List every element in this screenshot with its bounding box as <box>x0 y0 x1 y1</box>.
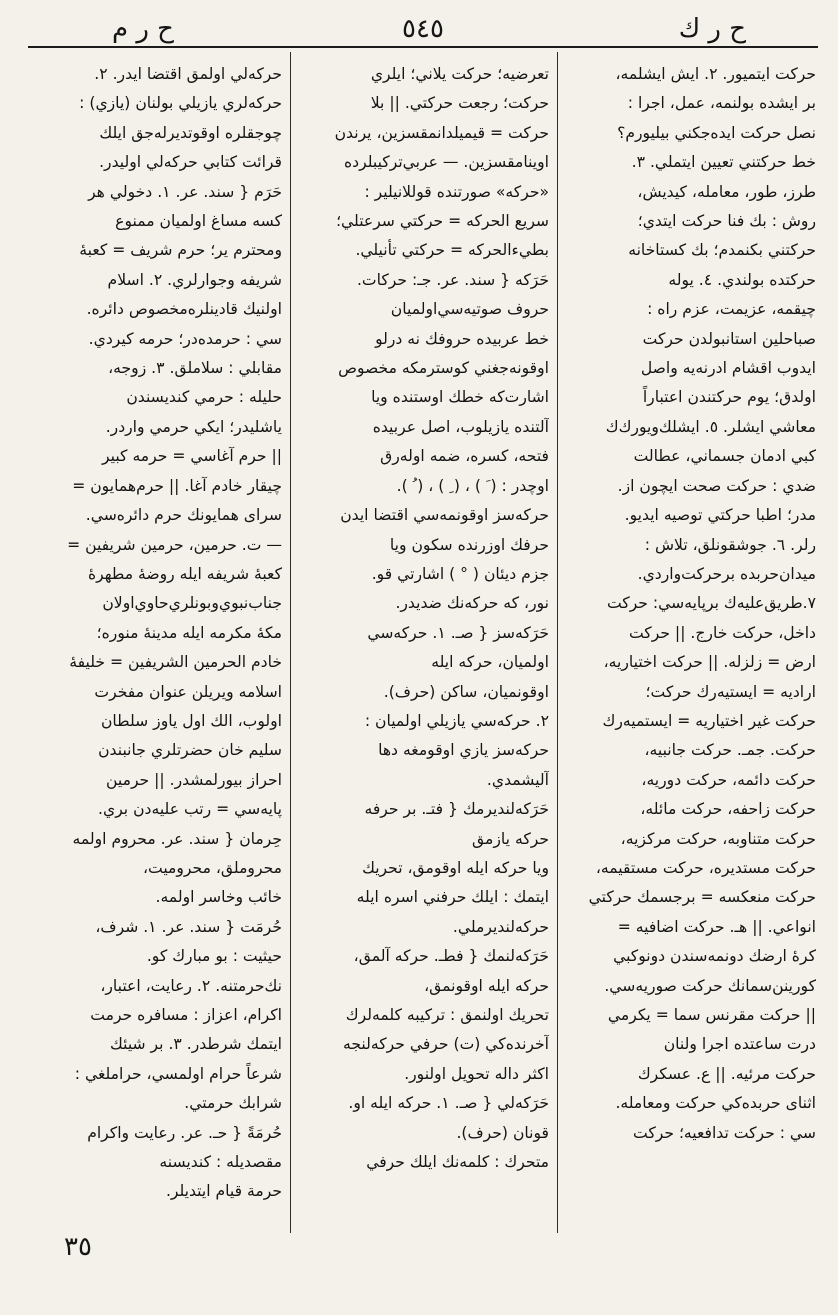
text-line: تحريك اولنمق : تركيبه كلمه‌لرك <box>345 1006 549 1024</box>
text-line: مقصديله : كنديسنه <box>159 1153 282 1172</box>
text-line: روش : بك فنا حركت ايتدي؛ <box>637 212 816 231</box>
text-line: اوقونه‌جغني كوسترمكه مخصوص <box>338 359 549 378</box>
text-line: چيقار خادم آغا. || حرم‌همايون = <box>72 476 282 495</box>
header-rule <box>28 46 818 48</box>
text-line: خط عربيده حروفك نه درلو <box>375 329 549 348</box>
text-line: احراز بيورلمشدر. || حرمين <box>106 770 282 789</box>
text-line: حرمة قيام ايتديلر. <box>165 1182 282 1201</box>
text-line: حَرَكه‌لي { صـ. ١. حركه ايله او. <box>348 1094 549 1113</box>
text-line: فتحه، كسره، ضمه اوله‌رق <box>380 447 549 466</box>
text-line: حركه ايله اوقونمق، <box>424 976 549 995</box>
text-line: بطيءالحركه = حركتي تأنيلي. <box>355 241 549 260</box>
page-signature: ٣٥ <box>64 1232 92 1262</box>
text-line: پايه‌سي = رتب عليه‌دن بري. <box>98 800 282 819</box>
text-line: مكهٔ مكرمه ايله مدينهٔ منوره؛ <box>96 623 282 642</box>
text-line: ايتمك شرطدر. ٣. بر شيئك <box>109 1035 282 1054</box>
text-line: اوينامقسزين. — عربي‌تركيبلرده <box>344 153 549 172</box>
text-line: حِرمان { سند. عر. محروم اولمه <box>72 829 282 848</box>
text-line: شرابك حرمتي. <box>184 1094 282 1113</box>
header-right-letters: ح ر ك <box>678 14 746 44</box>
text-line: نصل حركت ايده‌جكني بيليورم؟ <box>617 123 816 142</box>
page-number: ٥٤٥ <box>402 14 444 44</box>
text-line: متحرك : كلمه‌نك ايلك حرفي <box>366 1153 549 1172</box>
text-line: حَرَكه‌سز { صـ. ١. حركه‌سي <box>367 623 549 642</box>
text-line: اثناى حربده‌كي حركت ومعامله. <box>615 1094 816 1113</box>
text-line: حُرمَت { سند. عر. ١. شرف، <box>95 917 282 936</box>
text-line: محروملق، محروميت، <box>142 858 282 877</box>
text-line: انواعي. || هـ. حركت اضافيه = <box>617 917 816 936</box>
text-line: قونان (حرف). <box>456 1123 549 1142</box>
text-line: حركت. جمـ. حركت جانبيه، <box>644 741 816 760</box>
text-line: حركه يازمق <box>472 829 549 848</box>
text-line: اراديه = ايستيه‌رك حركت؛ <box>645 682 816 701</box>
text-line: حركه‌سز يازي اوقومغه دها <box>378 741 549 760</box>
text-line: حركت غير اختياريه = ايستميه‌رك <box>602 711 816 730</box>
text-line: حركت زاحفه، حركت مائله، <box>640 800 816 819</box>
text-line: حُرمَةً { حـ. عر. رعايت واكرام <box>87 1123 282 1142</box>
text-line: اولنيك قادينلره‌مخصوص دائره. <box>86 300 282 319</box>
text-line: چوجقلره اوقوتديرله‌جق ايلك <box>99 123 282 142</box>
text-line: حَرَكه‌لنديرمك { فتـ. بر حرفه <box>364 800 549 819</box>
text-line: اوقونميان، ساكن (حرف). <box>383 682 549 701</box>
text-line: حركتني بكنمدم؛ بك كستاخانه <box>628 241 816 260</box>
text-line: بر ايشده بولنمه، عمل، اجرا : <box>627 94 816 113</box>
text-line: درت ساعتده اجرا ولنان <box>663 1035 816 1054</box>
text-line: حَرَكه { سند. عر. جـ: حركات. <box>356 270 549 289</box>
text-line: حركت؛ رجعت حركتي. || بلا <box>370 94 549 113</box>
text-line: سريع الحركه = حركتي سرعتلي؛ <box>336 212 549 231</box>
text-line: ايدوب اقشام ادرنه‌يه واصل <box>640 359 816 378</box>
text-line: سي : حرمده‌در؛ حرمه كيردي. <box>88 329 282 348</box>
text-line: جناب‌نبوي‌وبونلري‌حاوي‌اولان <box>102 594 282 613</box>
text-line: اولوب، الك اول ياوز سلطان <box>100 711 282 730</box>
text-line: خط حركتني تعيين ايتملي. ٣. <box>631 153 816 172</box>
text-line: ميدان‌حربده برحركت‌واردي. <box>637 564 816 583</box>
text-line: «حركه» صورتنده قوللانيلير : <box>364 182 549 201</box>
text-line: حروف صوتيه‌سي‌اولميان <box>390 300 549 319</box>
text-line: اسلامه ويريلن عنوان مفخرت <box>94 682 282 701</box>
text-line: حرفك اوزرنده سكون ويا <box>389 535 549 554</box>
text-line: مقابلي : سلاملق. ٣. زوجه، <box>108 359 282 378</box>
text-line: كرهٔ ارضك دونمه‌سندن دونوكبي <box>613 947 816 966</box>
text-line: خائب وخاسر اولمه. <box>155 888 282 907</box>
text-line: طرز، طور، معامله، كيديش، <box>637 182 816 201</box>
text-line: قرائت كتابي حركه‌لي اوليدر. <box>99 153 282 172</box>
text-line: حركتده بولندي. ٤. يوله <box>668 270 816 289</box>
column-separator-left <box>290 52 291 1233</box>
text-line: اكرام، اعزاز : مسافره حرمت <box>90 1006 282 1024</box>
text-line: اكثر داله تحويل اولنور. <box>404 1064 549 1083</box>
column-left <box>30 60 282 1240</box>
text-line: نور، كه حركه‌نك ضديدر. <box>395 594 549 613</box>
text-line: ٧.طريق‌عليه‌ك برپايه‌سي: حركت <box>606 594 816 613</box>
text-line: كورينن‌سمانك حركت صوريه‌سي. <box>604 976 816 995</box>
text-line: ضدي : حركت صحت ايچون از. <box>617 476 816 495</box>
text-line: شريفه وجوارلري. ٢. اسلام <box>107 270 282 289</box>
text-line: حيثيت : بو مبارك كو. <box>146 947 282 966</box>
text-line: اشارت‌كه خطك اوستنده ويا <box>371 388 549 407</box>
text-line: كسه مساغ اولميان ممنوع <box>115 212 282 231</box>
text-line: — ت. حرمين، حرمين شريفين = <box>67 535 282 554</box>
column-separator-right <box>557 52 558 1233</box>
text-line: سراى همايونك حرم دائره‌سي. <box>85 506 282 525</box>
text-line: اولميان، حركه ايله <box>431 653 549 672</box>
text-line: حركت = قيميلدانمقسزين، يرندن <box>334 123 549 142</box>
column-right <box>566 60 816 1240</box>
text-line: كعبهٔ شريفه ايله روضهٔ مطهرهٔ <box>87 564 282 583</box>
text-line: حركه‌سز اوقونمه‌سي اقتضا ايدن <box>340 506 549 525</box>
text-line: || حرم آغاسي = حرمه كبير <box>102 447 282 466</box>
text-line: حركت مرئيه. || ع. عسكرك <box>637 1064 816 1083</box>
text-line: || حركت مقرنس سما = يكرمي <box>607 1006 816 1024</box>
text-line: داخل، حركت خارج. || حركت <box>629 623 816 642</box>
text-line: سليم خان حضرتلري جانبندن <box>98 741 282 760</box>
text-line: ٢. حركه‌سي يازيلي اولميان : <box>364 711 549 730</box>
text-line: سي : حركت تدافعيه؛ حركت <box>633 1123 816 1142</box>
text-line: چيقمه، عزيمت، عزم راه : <box>647 300 816 319</box>
text-line: رلر. ٦. جوشقونلق، تلاش : <box>644 535 816 554</box>
text-line: حركت دائمه، حركت دوريه، <box>641 770 816 789</box>
text-line: اولدق؛ يوم حركتندن اعتباراً <box>642 388 816 407</box>
text-line: جزم ديئان ( ° ) اشارتي قو. <box>371 564 549 583</box>
text-line: آليشمدي. <box>486 770 549 789</box>
text-line: نك‌حرمتنه. ٢. رعايت، اعتبار، <box>100 976 282 995</box>
page-header <box>0 0 838 48</box>
text-line: حَرَم { سند. عر. ١. دخولي هر <box>88 182 282 201</box>
header-left-letters: ح ر م <box>112 14 174 44</box>
text-line: ارض = زلزله. || حركت اختياريه، <box>603 653 816 672</box>
text-line: معاشي ايشلر. ٥. ايشلك‌ويورك‌ك <box>605 417 816 436</box>
text-line: حليله : حرمي كنديسندن <box>126 388 282 407</box>
text-line: آلتنده يازيلوب، اصل عربيده <box>372 417 549 436</box>
text-line: حركه‌لري يازيلي بولنان (يازي) : <box>79 94 282 113</box>
text-line: خادم الحرمين الشريفين = خليفهٔ <box>69 653 282 672</box>
column-middle <box>299 60 549 1240</box>
text-line: ويا حركه ايله اوقومق، تحريك <box>362 858 549 877</box>
text-line: آخرنده‌كي (ت) حرفي حركه‌لنجه <box>342 1035 549 1054</box>
text-line: حركه‌لنديرملي. <box>452 917 549 936</box>
text-line: تعرضيه؛ حركت يلاني؛ ايلري <box>370 65 549 83</box>
text-line: شرعاً حرام اولمسي، حراملغي : <box>74 1064 282 1083</box>
text-line: ياشليدر؛ ايكي حرمي واردر. <box>105 417 282 436</box>
text-line: صباحلين استانبولدن حركت <box>642 329 816 348</box>
text-line: حركت منعكسه = برجسمك حركتي <box>588 888 816 907</box>
text-line: اوچدر : ( َ ) ، ( ِ ) ، ( ُ ). <box>396 476 549 495</box>
text-line: مدر؛ اطبا حركتي توصيه ايديو. <box>624 506 816 525</box>
text-line: ومحترم ير؛ حرم شريف = كعبهٔ <box>79 241 282 260</box>
text-line: حَرَكه‌لنمك { فطـ. حركه آلمق، <box>353 947 549 966</box>
text-line: ايتمك : ايلك حرفني اسره ايله <box>356 888 549 907</box>
text-line: حركت مستديره، حركت مستقيمه، <box>595 858 816 877</box>
text-line: حركت ايتميور. ٢. ايش ايشلمه، <box>615 65 816 83</box>
text-line: حركه‌لي اولمق اقتضا ايدر. ٢. <box>94 65 282 83</box>
text-line: حركت متناوبه، حركت مركزيه، <box>620 829 816 848</box>
text-line: كبي ادمان جسماني، عطالت <box>633 447 816 466</box>
